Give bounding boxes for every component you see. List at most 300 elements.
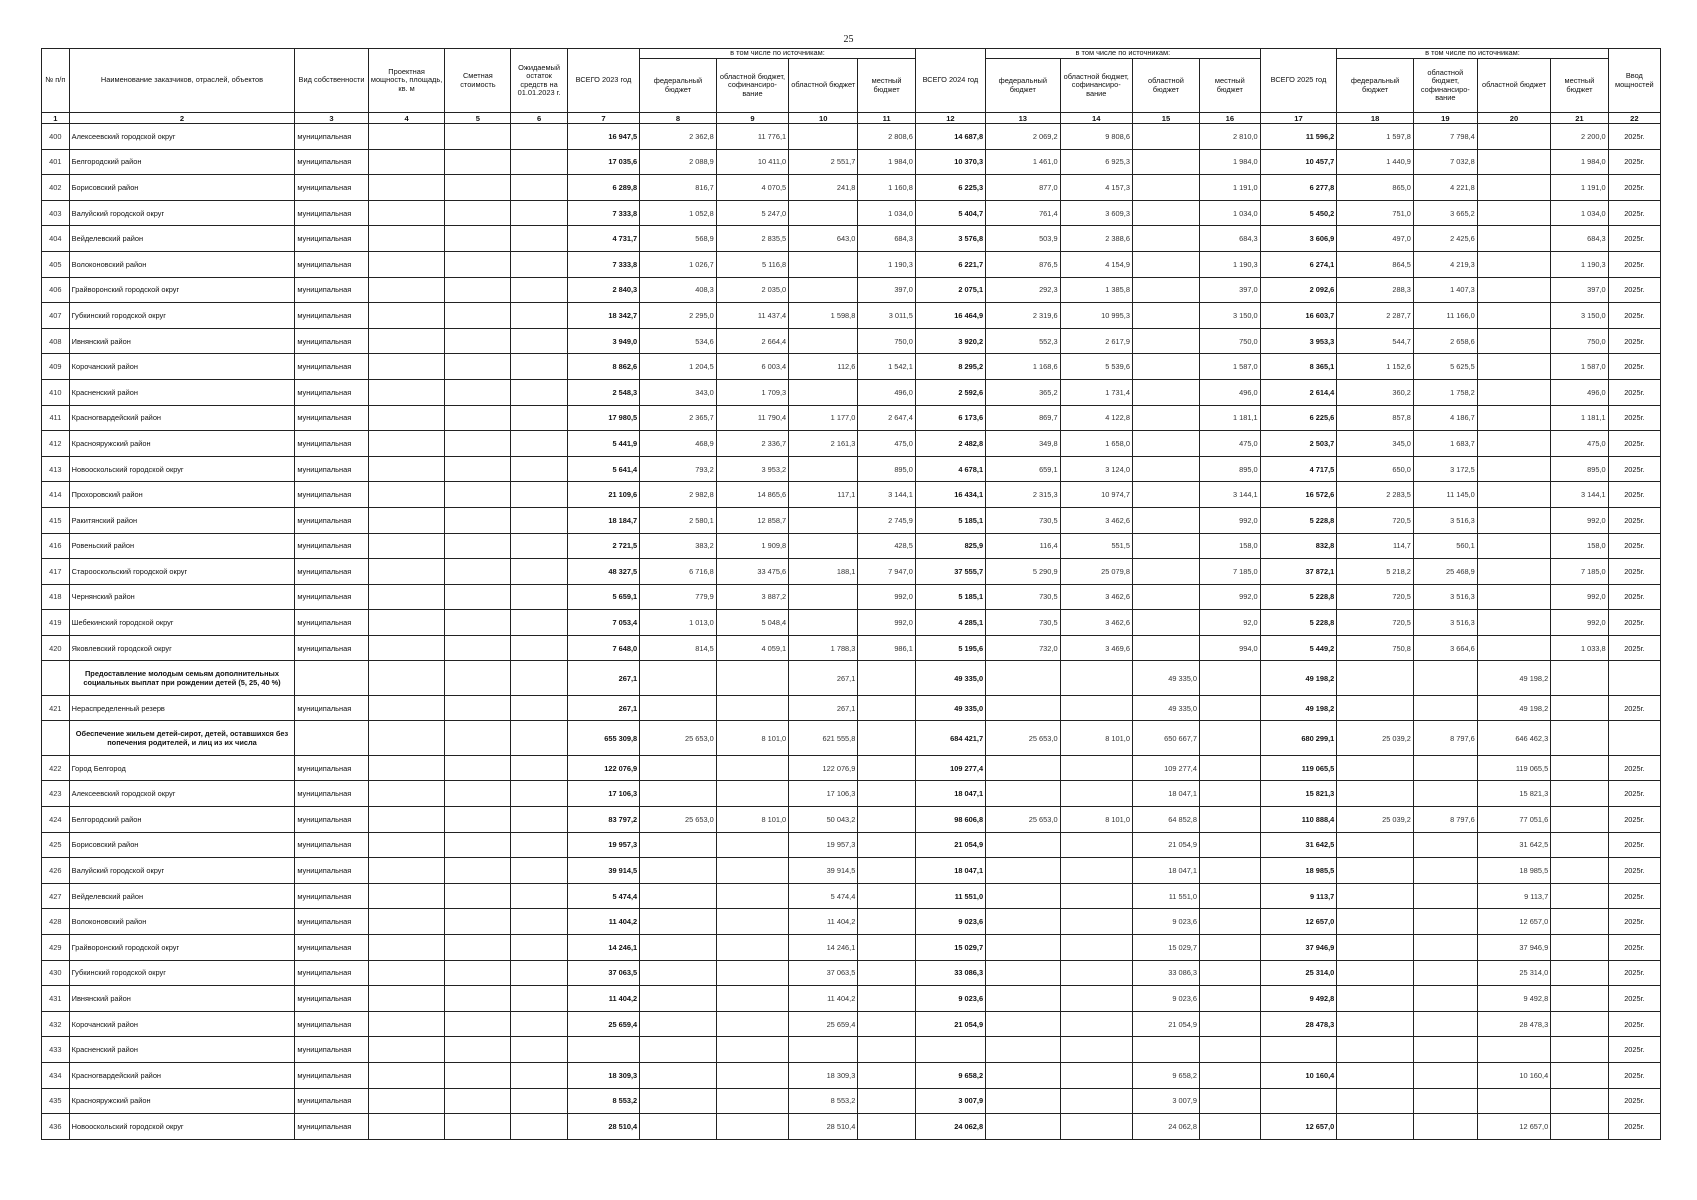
total-cell: 2 503,7 — [1260, 431, 1337, 457]
amount-cell: 1 190,3 — [1551, 251, 1608, 277]
total-cell: 10 370,3 — [915, 149, 985, 175]
header-sources-2025: в том числе по источникам: — [1337, 49, 1608, 59]
table-row — [42, 328, 1661, 354]
commissioning-cell: 2025г. — [1608, 1088, 1660, 1114]
ownership-cell: муниципальная — [295, 1114, 368, 1140]
total-cell: 5 659,1 — [567, 584, 639, 610]
amount-cell — [1132, 124, 1199, 150]
remainder-cell — [511, 909, 567, 935]
ownership-cell: муниципальная — [295, 559, 368, 585]
total-cell: 5 474,4 — [567, 883, 639, 909]
amount-cell — [716, 695, 788, 721]
amount-cell — [1551, 986, 1608, 1012]
amount-cell — [1337, 695, 1414, 721]
amount-cell — [1477, 431, 1550, 457]
amount-cell: 3 516,3 — [1413, 610, 1477, 636]
column-number: 8 — [640, 113, 717, 124]
column-number: 9 — [716, 113, 788, 124]
amount-cell: 1 033,8 — [1551, 635, 1608, 661]
amount-cell: 1 984,0 — [1199, 149, 1260, 175]
amount-cell: 8 101,0 — [716, 721, 788, 755]
amount-cell — [986, 1011, 1061, 1037]
amount-cell: 241,8 — [789, 175, 858, 201]
estimate-cell — [445, 1062, 511, 1088]
total-cell: 18 047,1 — [915, 781, 985, 807]
estimate-cell — [445, 960, 511, 986]
table-row — [42, 755, 1661, 781]
total-cell: 267,1 — [567, 695, 639, 721]
capacity-cell — [368, 405, 445, 431]
amount-cell: 544,7 — [1337, 328, 1414, 354]
total-cell: 5 228,8 — [1260, 584, 1337, 610]
amount-cell: 397,0 — [1551, 277, 1608, 303]
amount-cell: 10 411,0 — [716, 149, 788, 175]
amount-cell: 25 653,0 — [640, 721, 717, 755]
total-cell: 17 980,5 — [567, 405, 639, 431]
amount-cell — [1337, 858, 1414, 884]
amount-cell: 621 555,8 — [789, 721, 858, 755]
amount-cell: 992,0 — [858, 610, 915, 636]
amount-cell: 994,0 — [1199, 635, 1260, 661]
total-cell: 3 920,2 — [915, 328, 985, 354]
amount-cell — [1132, 226, 1199, 252]
row-name: Волоконовский район — [69, 909, 295, 935]
amount-cell — [986, 883, 1061, 909]
amount-cell — [986, 755, 1061, 781]
amount-cell: 7 798,4 — [1413, 124, 1477, 150]
amount-cell — [640, 661, 717, 695]
table-row — [42, 251, 1661, 277]
amount-cell — [640, 909, 717, 935]
remainder-cell — [511, 328, 567, 354]
amount-cell: 2 069,2 — [986, 124, 1061, 150]
amount-cell: 4 157,3 — [1060, 175, 1132, 201]
total-cell: 3 953,3 — [1260, 328, 1337, 354]
total-cell — [1260, 1037, 1337, 1063]
amount-cell: 2 982,8 — [640, 482, 717, 508]
total-cell: 5 449,2 — [1260, 635, 1337, 661]
capacity-cell — [368, 251, 445, 277]
estimate-cell — [445, 559, 511, 585]
amount-cell: 730,5 — [986, 507, 1061, 533]
amount-cell: 12 657,0 — [1477, 1114, 1550, 1140]
commissioning-cell: 2025г. — [1608, 610, 1660, 636]
amount-cell — [1477, 635, 1550, 661]
amount-cell — [1477, 251, 1550, 277]
total-cell: 655 309,8 — [567, 721, 639, 755]
amount-cell: 349,8 — [986, 431, 1061, 457]
capacity-cell — [368, 610, 445, 636]
amount-cell — [858, 1114, 915, 1140]
total-cell: 5 185,1 — [915, 507, 985, 533]
ownership-cell: муниципальная — [295, 610, 368, 636]
total-cell: 10 457,7 — [1260, 149, 1337, 175]
remainder-cell — [511, 695, 567, 721]
amount-cell — [858, 721, 915, 755]
row-number: 430 — [42, 960, 70, 986]
row-name: Корочанский район — [69, 1011, 295, 1037]
amount-cell — [1337, 883, 1414, 909]
amount-cell: 119 065,5 — [1477, 755, 1550, 781]
amount-cell — [1060, 1037, 1132, 1063]
row-number: 431 — [42, 986, 70, 1012]
column-number: 2 — [69, 113, 295, 124]
amount-cell — [1477, 200, 1550, 226]
amount-cell — [858, 858, 915, 884]
row-name: Краснояружский район — [69, 431, 295, 457]
amount-cell: 2 808,6 — [858, 124, 915, 150]
commissioning-cell: 2025г. — [1608, 584, 1660, 610]
capacity-cell — [368, 858, 445, 884]
amount-cell: 4 219,3 — [1413, 251, 1477, 277]
amount-cell: 9 658,2 — [1132, 1062, 1199, 1088]
amount-cell — [1199, 909, 1260, 935]
capacity-cell — [368, 909, 445, 935]
amount-cell — [1199, 695, 1260, 721]
amount-cell — [640, 1088, 717, 1114]
amount-cell: 720,5 — [1337, 610, 1414, 636]
header-regional-cofin: областной бюджет, софинансиро-вание — [716, 59, 788, 113]
amount-cell — [1413, 755, 1477, 781]
commissioning-cell: 2025г. — [1608, 781, 1660, 807]
amount-cell: 1 191,0 — [1199, 175, 1260, 201]
amount-cell: 2 035,0 — [716, 277, 788, 303]
total-cell: 6 277,8 — [1260, 175, 1337, 201]
row-number: 414 — [42, 482, 70, 508]
capacity-cell — [368, 431, 445, 457]
amount-cell: 534,6 — [640, 328, 717, 354]
amount-cell: 49 335,0 — [1132, 661, 1199, 695]
remainder-cell — [511, 456, 567, 482]
amount-cell — [1477, 303, 1550, 329]
amount-cell: 1 177,0 — [789, 405, 858, 431]
amount-cell — [1199, 858, 1260, 884]
total-cell: 21 109,6 — [567, 482, 639, 508]
column-number: 11 — [858, 113, 915, 124]
amount-cell — [1551, 1037, 1608, 1063]
estimate-cell — [445, 1011, 511, 1037]
amount-cell: 18 985,5 — [1477, 858, 1550, 884]
remainder-cell — [511, 354, 567, 380]
amount-cell: 3 172,5 — [1413, 456, 1477, 482]
table-row — [42, 584, 1661, 610]
amount-cell: 551,5 — [1060, 533, 1132, 559]
remainder-cell — [511, 661, 567, 695]
amount-cell — [1337, 1062, 1414, 1088]
amount-cell: 25 653,0 — [640, 807, 717, 833]
amount-cell — [858, 960, 915, 986]
total-cell: 39 914,5 — [567, 858, 639, 884]
amount-cell: 1 542,1 — [858, 354, 915, 380]
total-cell: 28 510,4 — [567, 1114, 639, 1140]
total-cell: 5 404,7 — [915, 200, 985, 226]
estimate-cell — [445, 226, 511, 252]
row-number: 432 — [42, 1011, 70, 1037]
row-number: 405 — [42, 251, 70, 277]
remainder-cell — [511, 124, 567, 150]
amount-cell — [1060, 1011, 1132, 1037]
total-cell: 2 614,4 — [1260, 379, 1337, 405]
amount-cell: 2 315,3 — [986, 482, 1061, 508]
amount-cell: 869,7 — [986, 405, 1061, 431]
section-row — [42, 721, 1661, 755]
remainder-cell — [511, 935, 567, 961]
total-cell: 4 717,5 — [1260, 456, 1337, 482]
amount-cell — [1477, 175, 1550, 201]
capacity-cell — [368, 124, 445, 150]
total-cell: 17 035,6 — [567, 149, 639, 175]
capacity-cell — [368, 482, 445, 508]
amount-cell: 1 587,0 — [1551, 354, 1608, 380]
commissioning-cell: 2025г. — [1608, 405, 1660, 431]
row-number — [42, 721, 70, 755]
amount-cell: 865,0 — [1337, 175, 1414, 201]
estimate-cell — [445, 584, 511, 610]
total-cell: 122 076,9 — [567, 755, 639, 781]
amount-cell: 5 116,8 — [716, 251, 788, 277]
ownership-cell: муниципальная — [295, 303, 368, 329]
amount-cell: 1 385,8 — [1060, 277, 1132, 303]
amount-cell — [640, 1011, 717, 1037]
amount-cell — [1413, 858, 1477, 884]
row-number: 408 — [42, 328, 70, 354]
header-name: Наименование заказчиков, отраслей, объектов — [69, 49, 295, 113]
total-cell: 16 434,1 — [915, 482, 985, 508]
amount-cell: 684,3 — [1199, 226, 1260, 252]
commissioning-cell: 2025г. — [1608, 226, 1660, 252]
total-cell: 684 421,7 — [915, 721, 985, 755]
remainder-cell — [511, 175, 567, 201]
total-cell: 4 285,1 — [915, 610, 985, 636]
total-cell: 2 075,1 — [915, 277, 985, 303]
amount-cell — [1060, 755, 1132, 781]
amount-cell — [1132, 533, 1199, 559]
amount-cell: 1 658,0 — [1060, 431, 1132, 457]
amount-cell — [789, 456, 858, 482]
remainder-cell — [511, 1114, 567, 1140]
commissioning-cell: 2025г. — [1608, 533, 1660, 559]
capacity-cell — [368, 883, 445, 909]
amount-cell: 857,8 — [1337, 405, 1414, 431]
amount-cell: 11 776,1 — [716, 124, 788, 150]
capacity-cell — [368, 781, 445, 807]
amount-cell — [716, 909, 788, 935]
amount-cell: 7 947,0 — [858, 559, 915, 585]
remainder-cell — [511, 1011, 567, 1037]
row-number: 400 — [42, 124, 70, 150]
commissioning-cell: 2025г. — [1608, 559, 1660, 585]
total-cell: 18 047,1 — [915, 858, 985, 884]
row-name: Прохоровский район — [69, 482, 295, 508]
amount-cell — [640, 960, 717, 986]
amount-cell — [1199, 1088, 1260, 1114]
amount-cell: 895,0 — [858, 456, 915, 482]
table-row — [42, 175, 1661, 201]
capacity-cell — [368, 807, 445, 833]
amount-cell: 25 659,4 — [789, 1011, 858, 1037]
table-row — [42, 226, 1661, 252]
amount-cell — [1132, 584, 1199, 610]
amount-cell — [1199, 1062, 1260, 1088]
row-number: 424 — [42, 807, 70, 833]
row-number: 426 — [42, 858, 70, 884]
ownership-cell: муниципальная — [295, 533, 368, 559]
commissioning-cell: 2025г. — [1608, 431, 1660, 457]
capacity-cell — [368, 277, 445, 303]
header-local: местный бюджет — [858, 59, 915, 113]
amount-cell: 117,1 — [789, 482, 858, 508]
estimate-cell — [445, 354, 511, 380]
amount-cell: 3 665,2 — [1413, 200, 1477, 226]
header-ownership: Вид собственности — [295, 49, 368, 113]
amount-cell — [1551, 858, 1608, 884]
row-number: 403 — [42, 200, 70, 226]
amount-cell: 3 462,6 — [1060, 507, 1132, 533]
amount-cell — [640, 935, 717, 961]
row-number: 416 — [42, 533, 70, 559]
remainder-cell — [511, 1062, 567, 1088]
amount-cell — [1132, 277, 1199, 303]
total-cell: 16 947,5 — [567, 124, 639, 150]
table-row — [42, 935, 1661, 961]
amount-cell — [986, 781, 1061, 807]
amount-cell: 6 003,4 — [716, 354, 788, 380]
ownership-cell: муниципальная — [295, 405, 368, 431]
amount-cell — [1337, 935, 1414, 961]
amount-cell: 986,1 — [858, 635, 915, 661]
amount-cell — [1413, 832, 1477, 858]
total-cell: 6 225,3 — [915, 175, 985, 201]
amount-cell: 158,0 — [1551, 533, 1608, 559]
amount-cell: 1 168,6 — [986, 354, 1061, 380]
amount-cell: 18 047,1 — [1132, 858, 1199, 884]
estimate-cell — [445, 303, 511, 329]
amount-cell — [1060, 781, 1132, 807]
amount-cell — [1132, 482, 1199, 508]
amount-cell — [858, 1062, 915, 1088]
amount-cell: 1 034,0 — [1551, 200, 1608, 226]
row-number: 429 — [42, 935, 70, 961]
row-name: Корочанский район — [69, 354, 295, 380]
amount-cell: 1 407,3 — [1413, 277, 1477, 303]
header-total-2025: ВСЕГО 2025 год — [1260, 49, 1337, 113]
table-row — [42, 482, 1661, 508]
column-number: 4 — [368, 113, 445, 124]
ownership-cell — [295, 721, 368, 755]
amount-cell — [986, 909, 1061, 935]
amount-cell — [1477, 226, 1550, 252]
amount-cell — [789, 124, 858, 150]
total-cell: 11 404,2 — [567, 909, 639, 935]
header-capacity: Проектная мощность, площадь, кв. м — [368, 49, 445, 113]
row-number: 404 — [42, 226, 70, 252]
amount-cell: 14 865,6 — [716, 482, 788, 508]
total-cell: 11 404,2 — [567, 986, 639, 1012]
amount-cell: 25 079,8 — [1060, 559, 1132, 585]
row-name: Ровеньский район — [69, 533, 295, 559]
amount-cell: 112,6 — [789, 354, 858, 380]
amount-cell: 1 984,0 — [1551, 149, 1608, 175]
remainder-cell — [511, 610, 567, 636]
section-title: Предоставление молодым семьям дополнительных социальных выплат при рождении детей (5, 25, 40 %) — [69, 661, 295, 695]
amount-cell — [1199, 986, 1260, 1012]
amount-cell: 9 023,6 — [1132, 909, 1199, 935]
amount-cell: 2 200,0 — [1551, 124, 1608, 150]
amount-cell: 7 032,8 — [1413, 149, 1477, 175]
row-number: 415 — [42, 507, 70, 533]
table-row — [42, 533, 1661, 559]
amount-cell: 28 510,4 — [789, 1114, 858, 1140]
column-number: 19 — [1413, 113, 1477, 124]
capacity-cell — [368, 1062, 445, 1088]
ownership-cell: муниципальная — [295, 328, 368, 354]
total-cell: 49 335,0 — [915, 695, 985, 721]
amount-cell: 475,0 — [1551, 431, 1608, 457]
row-name: Алексеевский городской округ — [69, 124, 295, 150]
estimate-cell — [445, 1037, 511, 1063]
amount-cell — [789, 584, 858, 610]
amount-cell: 4 122,8 — [1060, 405, 1132, 431]
table-row — [42, 695, 1661, 721]
amount-cell — [1413, 883, 1477, 909]
column-number: 12 — [915, 113, 985, 124]
estimate-cell — [445, 781, 511, 807]
row-name: Губкинский городской округ — [69, 960, 295, 986]
amount-cell: 5 218,2 — [1337, 559, 1414, 585]
amount-cell — [1477, 482, 1550, 508]
amount-cell: 25 653,0 — [986, 807, 1061, 833]
commissioning-cell: 2025г. — [1608, 354, 1660, 380]
capacity-cell — [368, 832, 445, 858]
amount-cell — [858, 1011, 915, 1037]
remainder-cell — [511, 405, 567, 431]
amount-cell — [640, 695, 717, 721]
commissioning-cell — [1608, 721, 1660, 755]
remainder-cell — [511, 986, 567, 1012]
amount-cell: 503,9 — [986, 226, 1061, 252]
ownership-cell: муниципальная — [295, 909, 368, 935]
estimate-cell — [445, 935, 511, 961]
amount-cell — [1551, 832, 1608, 858]
ownership-cell: муниципальная — [295, 175, 368, 201]
row-number: 412 — [42, 431, 70, 457]
row-name: Ивнянский район — [69, 328, 295, 354]
amount-cell: 114,7 — [1337, 533, 1414, 559]
amount-cell: 7 185,0 — [1551, 559, 1608, 585]
estimate-cell — [445, 832, 511, 858]
amount-cell — [1551, 661, 1608, 695]
header-regional: областной бюджет — [1477, 59, 1550, 113]
row-name: Волоконовский район — [69, 251, 295, 277]
amount-cell — [858, 781, 915, 807]
ownership-cell: муниципальная — [295, 807, 368, 833]
ownership-cell: муниципальная — [295, 960, 368, 986]
estimate-cell — [445, 200, 511, 226]
amount-cell: 2 161,3 — [789, 431, 858, 457]
ownership-cell: муниципальная — [295, 1088, 368, 1114]
capacity-cell — [368, 175, 445, 201]
amount-cell — [858, 1088, 915, 1114]
remainder-cell — [511, 379, 567, 405]
amount-cell: 3 150,0 — [1551, 303, 1608, 329]
amount-cell: 50 043,2 — [789, 807, 858, 833]
amount-cell — [789, 533, 858, 559]
amount-cell — [1132, 354, 1199, 380]
amount-cell — [1132, 559, 1199, 585]
row-name: Яковлевский городской округ — [69, 635, 295, 661]
row-number: 402 — [42, 175, 70, 201]
amount-cell — [1477, 533, 1550, 559]
